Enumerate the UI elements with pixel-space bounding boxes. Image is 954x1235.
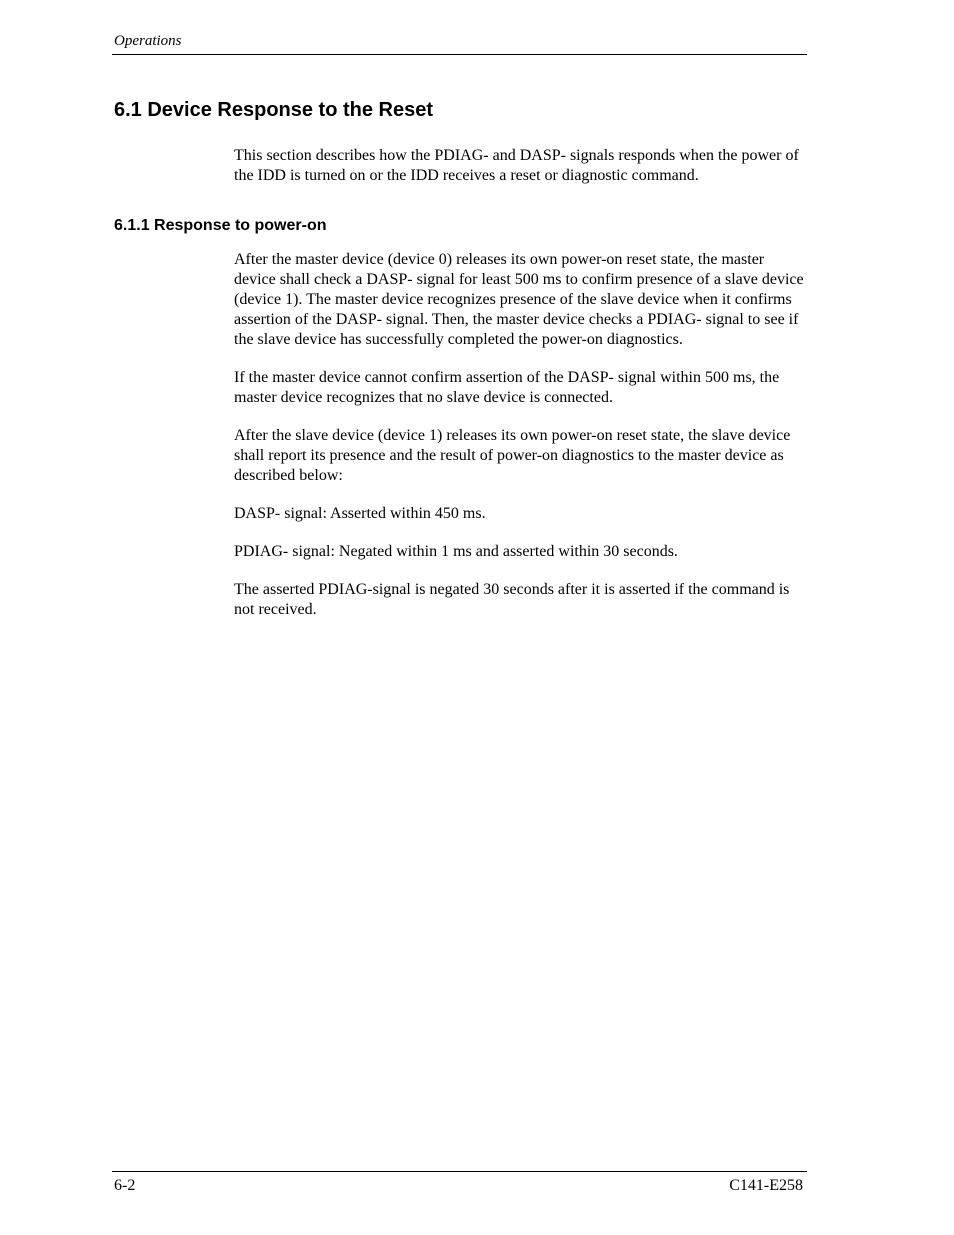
intro-paragraph: This section describes how the PDIAG- and DASP- signals responds when the power of the IDD is turned on or the IDD receives a reset or diagnostic command. [234, 147, 799, 184]
page-number: 6-2 [114, 1177, 136, 1194]
section-title: 6.1 Device Response to the Reset [114, 99, 434, 121]
paragraph-master-device-check: After the master device (device 0) releases its own power-on reset state, the master device shall check a DASP- signal for least 500 ms to confirm presence of a slave device (device 1). The master device recognizes presence of the slave device when it confirms assertion of the DASP- signal. Then, the master device checks a PDIAG- signal to see if the slave device has successfully completed the power-on diagnostics. [234, 251, 804, 348]
running-header: Operations [114, 33, 182, 49]
header-rule [112, 54, 807, 55]
document-code: C141-E258 [729, 1177, 803, 1194]
paragraph-pdiag-signal: PDIAG- signal: Negated within 1 ms and asserted within 30 seconds. [234, 543, 678, 560]
footer-rule [112, 1171, 807, 1172]
section-intro [234, 146, 808, 186]
paragraph-slave-report: After the slave device (device 1) releases its own power-on reset state, the slave device shall report its presence and the result of power-on diagnostics to the master device as described below: [234, 427, 791, 484]
paragraph-dasp-signal: DASP- signal: Asserted within 450 ms. [234, 505, 486, 522]
paragraph-no-slave: If the master device cannot confirm assertion of the DASP- signal within 500 ms, the master device recognizes that no slave device is connected. [234, 369, 780, 406]
paragraph-pdiag-negated: The asserted PDIAG-signal is negated 30 seconds after it is asserted if the command is not received. [234, 581, 790, 618]
subsection-title: 6.1.1 Response to power-on [114, 217, 327, 234]
subsection-body [234, 250, 808, 638]
